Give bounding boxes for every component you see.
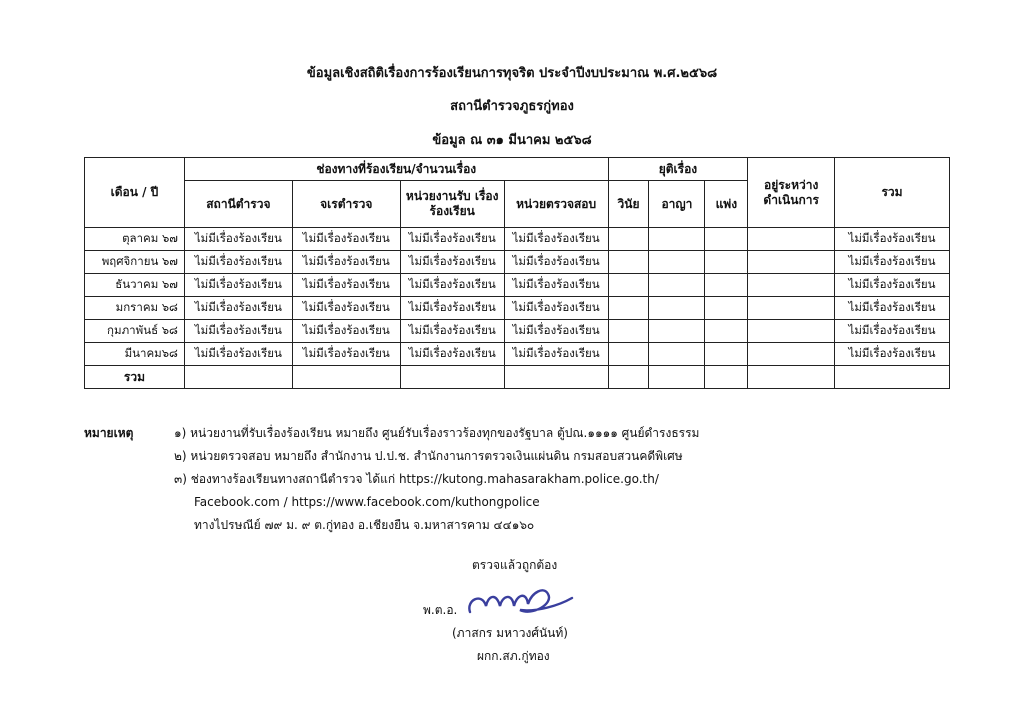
criminal-cell: [649, 274, 705, 297]
inspector-cell: ไม่มีเรื่องร้องเรียน: [292, 274, 400, 297]
complaint-statistics-table: [84, 157, 950, 389]
in-progress-cell: [748, 251, 835, 274]
note-line: ๒) หน่วยตรวจสอบ หมายถึง สำนักงาน ป.ป.ช. สำนักงานการตรวจเงินแผ่นดิน กรมสอบสวนคดีพิเศษ: [174, 449, 683, 463]
table-row: [85, 343, 950, 366]
table-row: [85, 320, 950, 343]
audit-cell: ไม่มีเรื่องร้องเรียน: [504, 274, 608, 297]
civil-cell: [705, 228, 748, 251]
audit-cell: ไม่มีเรื่องร้องเรียน: [504, 297, 608, 320]
station-cell: ไม่มีเรื่องร้องเรียน: [184, 274, 292, 297]
header-inspector: จเรตำรวจ: [292, 181, 400, 228]
audit-cell: ไม่มีเรื่องร้องเรียน: [504, 251, 608, 274]
table-row: [85, 228, 950, 251]
civil-cell: [705, 251, 748, 274]
month-cell: มกราคม ๖๘: [85, 297, 185, 320]
notes-body: [174, 422, 699, 537]
inspector-cell: ไม่มีเรื่องร้องเรียน: [292, 343, 400, 366]
in-progress-cell: [748, 343, 835, 366]
agency-cell: ไม่มีเรื่องร้องเรียน: [400, 228, 504, 251]
civil-cell: [705, 343, 748, 366]
month-cell: ธันวาคม ๖๗: [85, 274, 185, 297]
month-cell: กุมภาพันธ์ ๖๘: [85, 320, 185, 343]
table-cell: [649, 366, 705, 389]
document-title: ข้อมูลเชิงสถิติเรื่องการร้องเรียนการทุจริต ประจำปีงบประมาณ พ.ศ.๒๕๖๘: [306, 66, 718, 81]
agency-cell: ไม่มีเรื่องร้องเรียน: [400, 297, 504, 320]
notes-label: หมายเหตุ: [84, 426, 134, 440]
total-cell: ไม่มีเรื่องร้องเรียน: [835, 320, 950, 343]
agency-cell: ไม่มีเรื่องร้องเรียน: [400, 274, 504, 297]
header-civil: แพ่ง: [705, 181, 748, 228]
inspector-cell: ไม่มีเรื่องร้องเรียน: [292, 251, 400, 274]
signer-name: (ภาสกร มหาวงศ์นันท์): [452, 626, 568, 640]
total-cell: ไม่มีเรื่องร้องเรียน: [835, 274, 950, 297]
header-criminal: อาญา: [649, 181, 705, 228]
agency-cell: ไม่มีเรื่องร้องเรียน: [400, 343, 504, 366]
header-complaint-agency: หน่วยงานรับ เรื่องร้องเรียน: [400, 181, 504, 228]
in-progress-cell: [748, 320, 835, 343]
total-cell: ไม่มีเรื่องร้องเรียน: [835, 228, 950, 251]
discipline-cell: [608, 274, 649, 297]
total-cell: ไม่มีเรื่องร้องเรียน: [835, 251, 950, 274]
civil-cell: [705, 320, 748, 343]
as-of-date: ข้อมูล ณ ๓๑ มีนาคม ๒๕๖๘: [432, 133, 592, 148]
discipline-cell: [608, 320, 649, 343]
discipline-cell: [608, 228, 649, 251]
station-cell: ไม่มีเรื่องร้องเรียน: [184, 251, 292, 274]
total-cell: ไม่มีเรื่องร้องเรียน: [835, 343, 950, 366]
criminal-cell: [649, 320, 705, 343]
note-line: ทางไปรษณีย์ ๗๙ ม. ๙ ต.กู่ทอง อ.เชียงยืน จ.มหาสารคาม ๔๔๑๖๐: [194, 518, 535, 532]
header-month: เดือน / ปี: [85, 158, 185, 228]
note-line: Facebook.com / https://www.facebook.com/kuthongpolice: [194, 495, 540, 509]
handwritten-signature: [462, 582, 577, 622]
signer-position: ผกก.สภ.กู่ทอง: [477, 649, 550, 663]
table-cell: [504, 366, 608, 389]
discipline-cell: [608, 297, 649, 320]
inspector-cell: ไม่มีเรื่องร้องเรียน: [292, 320, 400, 343]
header-in-progress: อยู่ระหว่าง ดำเนินการ: [748, 158, 835, 228]
station-cell: ไม่มีเรื่องร้องเรียน: [184, 320, 292, 343]
criminal-cell: [649, 228, 705, 251]
table-row: [85, 274, 950, 297]
verified-text: ตรวจแล้วถูกต้อง: [472, 558, 558, 572]
month-cell: มีนาคม๖๘: [85, 343, 185, 366]
audit-cell: ไม่มีเรื่องร้องเรียน: [504, 320, 608, 343]
criminal-cell: [649, 297, 705, 320]
civil-cell: [705, 274, 748, 297]
station-cell: ไม่มีเรื่องร้องเรียน: [184, 297, 292, 320]
signer-rank: พ.ต.อ.: [423, 603, 458, 617]
header-total: รวม: [835, 158, 950, 228]
agency-cell: ไม่มีเรื่องร้องเรียน: [400, 320, 504, 343]
discipline-cell: [608, 343, 649, 366]
agency-cell: ไม่มีเรื่องร้องเรียน: [400, 251, 504, 274]
table-row: [85, 297, 950, 320]
audit-cell: ไม่มีเรื่องร้องเรียน: [504, 228, 608, 251]
criminal-cell: [649, 251, 705, 274]
total-cell: ไม่มีเรื่องร้องเรียน: [835, 297, 950, 320]
discipline-cell: [608, 251, 649, 274]
in-progress-cell: [748, 297, 835, 320]
table-cell: [400, 366, 504, 389]
table-cell: [835, 366, 950, 389]
header-closed: ยุติเรื่อง: [608, 158, 748, 181]
in-progress-cell: [748, 274, 835, 297]
note-line: ๓) ช่องทางร้องเรียนทางสถานีตำรวจ ได้แก่ https://kutong.mahasarakham.police.go.th/: [174, 472, 659, 486]
inspector-cell: ไม่มีเรื่องร้องเรียน: [292, 228, 400, 251]
total-row-label: รวม: [85, 366, 185, 389]
station-cell: ไม่มีเรื่องร้องเรียน: [184, 228, 292, 251]
table-cell: [705, 366, 748, 389]
header-police-station: สถานีตำรวจ: [184, 181, 292, 228]
table-body: [85, 228, 950, 366]
table-cell: [292, 366, 400, 389]
note-line: ๑) หน่วยงานที่รับเรื่องร้องเรียน หมายถึง ศูนย์รับเรื่องราวร้องทุกของรัฐบาล ตู้ปณ.๑๑๑๑ ศูนย์ดำรงธรรม: [174, 426, 700, 440]
station-cell: ไม่มีเรื่องร้องเรียน: [184, 343, 292, 366]
in-progress-cell: [748, 228, 835, 251]
table-cell: [608, 366, 649, 389]
month-cell: ตุลาคม ๖๗: [85, 228, 185, 251]
station-name: สถานีตำรวจภูธรกู่ทอง: [450, 99, 574, 114]
header-channels: ช่องทางที่ร้องเรียน/จำนวนเรื่อง: [184, 158, 608, 181]
table-row: [85, 251, 950, 274]
civil-cell: [705, 297, 748, 320]
header-audit-agency: หน่วยตรวจสอบ: [504, 181, 608, 228]
audit-cell: ไม่มีเรื่องร้องเรียน: [504, 343, 608, 366]
month-cell: พฤศจิกายน ๖๗: [85, 251, 185, 274]
table-cell: [184, 366, 292, 389]
criminal-cell: [649, 343, 705, 366]
header-discipline: วินัย: [608, 181, 649, 228]
inspector-cell: ไม่มีเรื่องร้องเรียน: [292, 297, 400, 320]
table-cell: [748, 366, 835, 389]
